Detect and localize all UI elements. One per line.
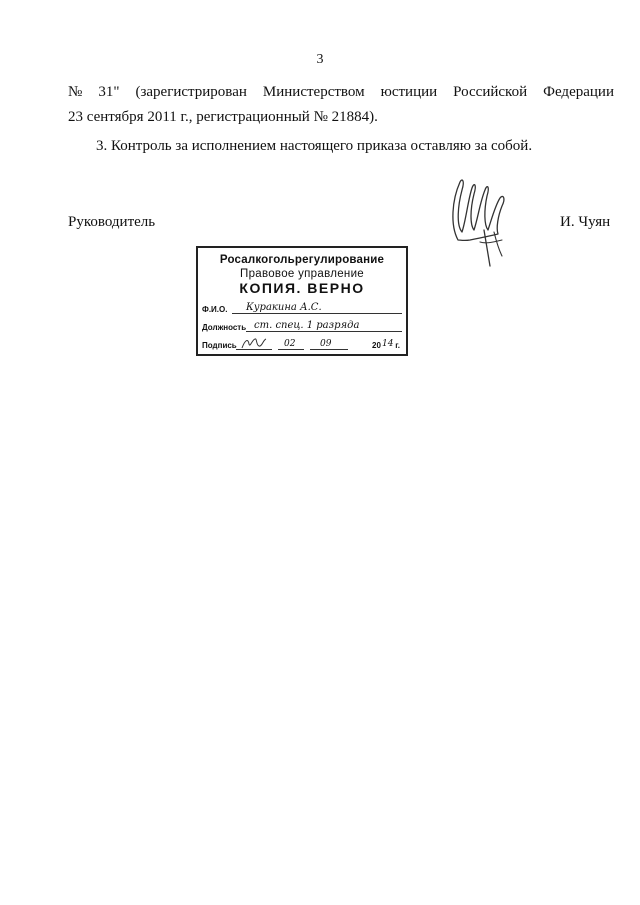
- stamp-fio-label: Ф.И.О.: [202, 305, 228, 314]
- stamp-department: Правовое управление: [240, 268, 364, 280]
- stamp-day-line: [278, 349, 304, 350]
- word: 31": [98, 84, 120, 100]
- word: №: [68, 84, 83, 100]
- stamp-organization: Росалкогольрегулирование: [219, 254, 385, 266]
- stamp-signature-label: Подпись: [202, 341, 237, 350]
- stamp-fio-value: Куракина А.С.: [246, 302, 322, 313]
- stamp-year-label: г.: [395, 341, 400, 350]
- word: Федерации: [543, 84, 614, 100]
- stamp-handwritten-initials: [240, 336, 268, 350]
- word: (зарегистрирован: [135, 84, 247, 100]
- stamp-fio-line: [232, 313, 402, 314]
- stamp-signature-row: [202, 336, 402, 352]
- paragraph-line-2: 23 сентября 2011 г., регистрационный № 21884).: [68, 109, 378, 125]
- page-number: 3: [316, 52, 324, 67]
- stamp-position-row: [202, 318, 402, 334]
- stamp-position-label: Должность: [202, 323, 247, 332]
- word: Российской: [453, 84, 528, 100]
- stamp-year-prefix: 20: [372, 341, 381, 350]
- paragraph-registration: [68, 80, 614, 130]
- handwritten-signature: [440, 170, 520, 270]
- word: юстиции: [380, 84, 438, 100]
- paragraph-control: 3. Контроль за исполнением настоящего приказа оставляю за собой.: [96, 138, 533, 154]
- stamp-year-suffix: 14: [382, 339, 394, 349]
- stamp-day: 02: [284, 339, 296, 349]
- stamp-position-value: ст. спец. 1 разряда: [254, 320, 360, 331]
- stamp-month-line: [310, 349, 348, 350]
- word: Министерством: [262, 84, 365, 100]
- stamp-title: КОПИЯ. ВЕРНО: [239, 280, 365, 296]
- stamp-position-line: [246, 331, 402, 332]
- signatory-role: Руководитель: [68, 214, 156, 230]
- signatory-name: И. Чуян: [560, 214, 611, 230]
- copy-certification-stamp: [196, 246, 408, 356]
- stamp-month: 09: [320, 339, 332, 349]
- paragraph-line-1: [68, 80, 614, 105]
- stamp-fio-row: [202, 300, 402, 316]
